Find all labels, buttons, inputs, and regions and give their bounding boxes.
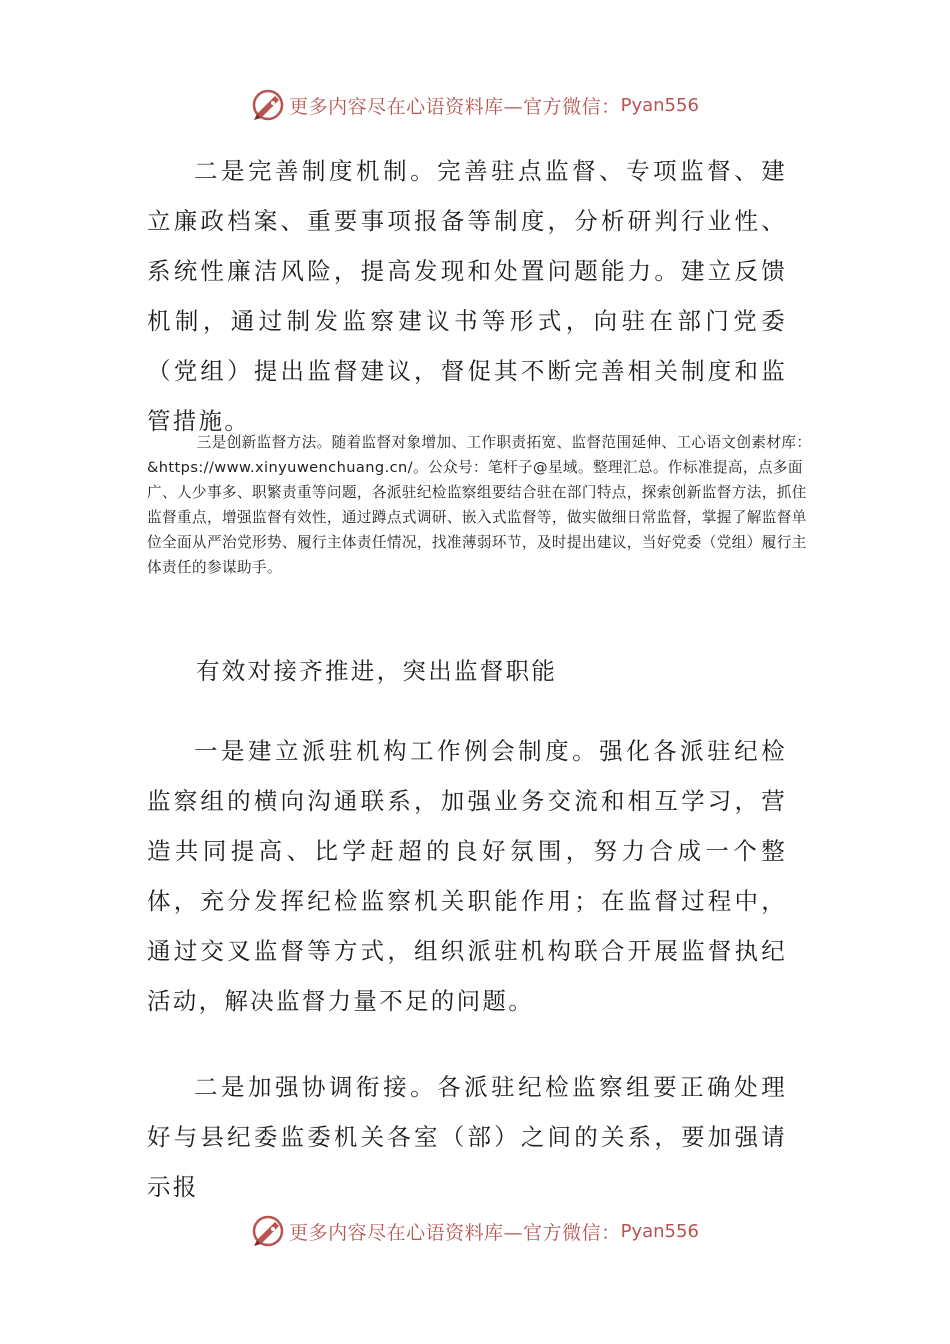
banner-wechat-id: Pyan556 [620, 1220, 699, 1242]
paragraph-system-mechanism: 二是完善制度机制。完善驻点监督、专项监督、建立廉政档案、重要事项报备等制度，分析研判行业性、系统性廉洁风险，提高发现和处置问题能力。建立反馈机制，通过制发监察建议书等形式，向驻在部门党委（党组）提出监督建议，督促其不断完善相关制度和监管措施。 [147, 157, 787, 435]
banner-wechat-id: Pyan556 [620, 94, 699, 116]
banner-text: 更多内容尽在心语资料库—官方微信： [289, 95, 621, 118]
paragraph-coordination: 二是加强协调衔接。各派驻纪检监察组要正确处理好与县纪委监委机关各室（部）之间的关系，要加强请示报 [147, 1073, 787, 1201]
pen-logo-icon [251, 1214, 285, 1248]
paragraph-innovate-methods: 三是创新监督方法。随着监督对象增加、工作职责拓宽、监督范围延伸、工心语文创素材库：&https://www.xinyuwenchuang.cn/。公众号：笔杆子@星域。整理汇总。作标准提高，点多面广、人少事多、职繁责重等问题，各派驻纪检监察组要结合驻在部门特点，探索创新监督方法，抓住监督重点，增强监督有效性，通过蹲点式调研、嵌入式监督等，做实做细日常监督，掌握了解监督单位全面从严治党形势、履行主体责任情况，找准薄弱环节，及时提出建议，当好党委（党组）履行主体责任的参谋助手。 [147, 434, 812, 576]
section-heading: 有效对接齐推进，突出监督职能 [196, 657, 558, 685]
header-banner [0, 85, 950, 125]
footer-banner [0, 1211, 950, 1251]
pen-logo-icon [251, 88, 285, 122]
paragraph-work-meeting: 一是建立派驻机构工作例会制度。强化各派驻纪检监察组的横向沟通联系，加强业务交流和相互学习，营造共同提高、比学赶超的良好氛围，努力合成一个整体，充分发挥纪检监察机关职能作用；在监督过程中，通过交叉监督等方式，组织派驻机构联合开展监督执纪活动，解决监督力量不足的问题。 [147, 737, 787, 1015]
banner-text: 更多内容尽在心语资料库—官方微信： [289, 1221, 621, 1244]
